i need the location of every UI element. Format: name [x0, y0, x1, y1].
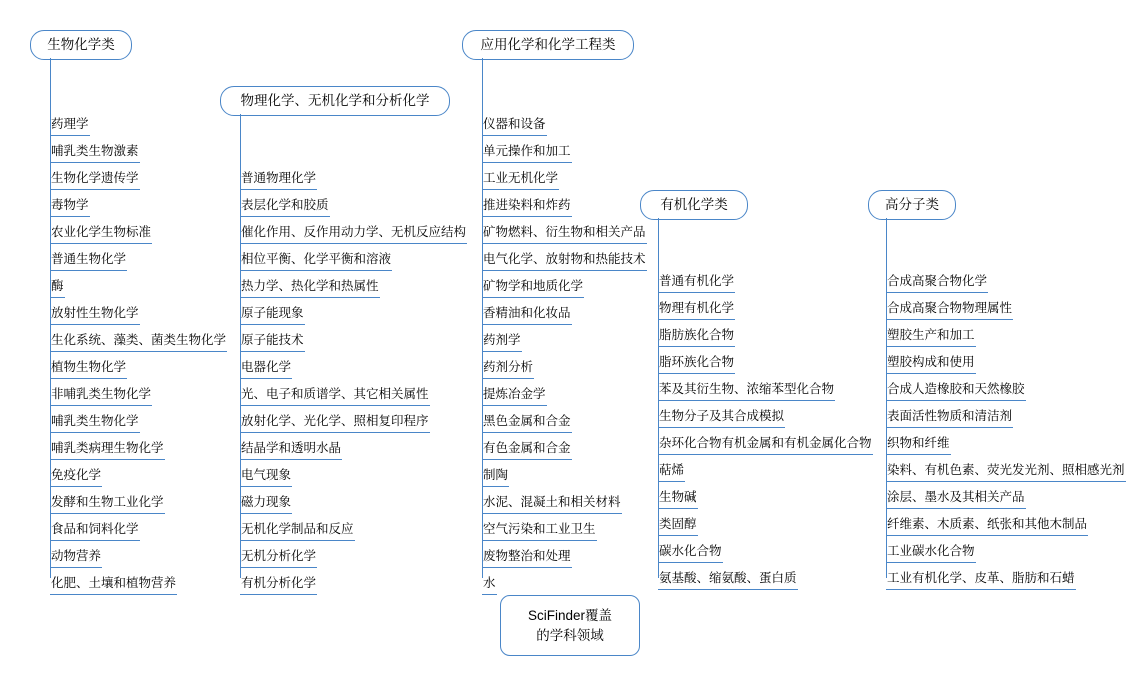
list-item[interactable]: 磁力现象	[240, 496, 467, 523]
category-title-polymer[interactable]: 高分子类	[868, 190, 956, 220]
list-item[interactable]: 工业无机化学	[482, 172, 647, 199]
list-item[interactable]: 染料、有机色素、荧光发光剂、照相感光剂	[886, 464, 1126, 491]
list-item[interactable]: 物理有机化学	[658, 302, 873, 329]
list-item[interactable]: 仪器和设备	[482, 118, 647, 145]
center-node-line1: SciFinder覆盖	[527, 608, 613, 623]
list-item[interactable]: 药理学	[50, 118, 227, 145]
list-item[interactable]: 非哺乳类生物化学	[50, 388, 227, 415]
item-list-polymer	[886, 275, 1126, 599]
category-title-applied-chemistry[interactable]: 应用化学和化学工程类	[462, 30, 634, 60]
list-item[interactable]: 放射性生物化学	[50, 307, 227, 334]
list-item[interactable]: 脂肪族化合物	[658, 329, 873, 356]
list-item[interactable]: 无机化学制品和反应	[240, 523, 467, 550]
category-title-physical-inorganic-analytical[interactable]: 物理化学、无机化学和分析化学	[220, 86, 450, 116]
list-item[interactable]: 生物化学遗传学	[50, 172, 227, 199]
list-item[interactable]: 发酵和生物工业化学	[50, 496, 227, 523]
list-item[interactable]: 黑色金属和合金	[482, 415, 647, 442]
list-item[interactable]: 制陶	[482, 469, 647, 496]
center-node-scifinder[interactable]	[500, 595, 640, 656]
list-item[interactable]: 单元操作和加工	[482, 145, 647, 172]
list-item[interactable]: 提炼冶金学	[482, 388, 647, 415]
list-item[interactable]: 水	[482, 577, 647, 604]
list-item[interactable]: 工业有机化学、皮革、脂肪和石蜡	[886, 572, 1126, 599]
list-item[interactable]: 矿物燃料、衍生物和相关产品	[482, 226, 647, 253]
list-item[interactable]: 酶	[50, 280, 227, 307]
list-item[interactable]: 水泥、混凝土和相关材料	[482, 496, 647, 523]
list-item[interactable]: 脂环族化合物	[658, 356, 873, 383]
category-title-organic-chemistry[interactable]: 有机化学类	[640, 190, 748, 220]
list-item[interactable]: 织物和纤维	[886, 437, 1126, 464]
list-item[interactable]: 表层化学和胶质	[240, 199, 467, 226]
list-item[interactable]: 哺乳类生物激素	[50, 145, 227, 172]
list-item[interactable]: 有色金属和合金	[482, 442, 647, 469]
list-item[interactable]: 生物碱	[658, 491, 873, 518]
item-list-organic-chemistry	[658, 275, 873, 599]
list-item[interactable]: 原子能现象	[240, 307, 467, 334]
list-item[interactable]: 工业碳水化合物	[886, 545, 1126, 572]
list-item[interactable]: 植物生物化学	[50, 361, 227, 388]
list-item[interactable]: 生化系统、藻类、菌类生物化学	[50, 334, 227, 361]
list-item[interactable]: 无机分析化学	[240, 550, 467, 577]
list-item[interactable]: 动物营养	[50, 550, 227, 577]
list-item[interactable]: 氨基酸、缩氨酸、蛋白质	[658, 572, 873, 599]
list-item[interactable]: 化肥、土壤和植物营养	[50, 577, 227, 604]
item-list-physical-inorganic-analytical	[240, 172, 467, 604]
list-item[interactable]: 香精油和化妆品	[482, 307, 647, 334]
list-item[interactable]: 合成高聚合物物理属性	[886, 302, 1126, 329]
list-item[interactable]: 塑胶生产和加工	[886, 329, 1126, 356]
list-item[interactable]: 苯及其衍生物、浓缩苯型化合物	[658, 383, 873, 410]
list-item[interactable]: 放射化学、光化学、照相复印程序	[240, 415, 467, 442]
list-item[interactable]: 生物分子及其合成模拟	[658, 410, 873, 437]
list-item[interactable]: 食品和饲料化学	[50, 523, 227, 550]
list-item[interactable]: 哺乳类生物化学	[50, 415, 227, 442]
list-item[interactable]: 萜烯	[658, 464, 873, 491]
list-item[interactable]: 药剂分析	[482, 361, 647, 388]
list-item[interactable]: 相位平衡、化学平衡和溶液	[240, 253, 467, 280]
list-item[interactable]: 光、电子和质谱学、其它相关属性	[240, 388, 467, 415]
list-item[interactable]: 涂层、墨水及其相关产品	[886, 491, 1126, 518]
list-item[interactable]: 哺乳类病理生物化学	[50, 442, 227, 469]
list-item[interactable]: 普通有机化学	[658, 275, 873, 302]
item-list-applied-chemistry	[482, 118, 647, 604]
list-item[interactable]: 免疫化学	[50, 469, 227, 496]
list-item[interactable]: 普通生物化学	[50, 253, 227, 280]
list-item[interactable]: 有机分析化学	[240, 577, 467, 604]
list-item[interactable]: 废物整治和处理	[482, 550, 647, 577]
list-item[interactable]: 普通物理化学	[240, 172, 467, 199]
center-node-line2: 的学科领域	[536, 627, 604, 643]
list-item[interactable]: 表面活性物质和清洁剂	[886, 410, 1126, 437]
list-item[interactable]: 碳水化合物	[658, 545, 873, 572]
list-item[interactable]: 合成人造橡胶和天然橡胶	[886, 383, 1126, 410]
list-item[interactable]: 毒物学	[50, 199, 227, 226]
list-item[interactable]: 杂环化合物有机金属和有机金属化合物	[658, 437, 873, 464]
list-item[interactable]: 结晶学和透明水晶	[240, 442, 467, 469]
list-item[interactable]: 农业化学生物标准	[50, 226, 227, 253]
list-item[interactable]: 催化作用、反作用动力学、无机反应结构	[240, 226, 467, 253]
list-item[interactable]: 类固醇	[658, 518, 873, 545]
list-item[interactable]: 推进染料和炸药	[482, 199, 647, 226]
list-item[interactable]: 药剂学	[482, 334, 647, 361]
list-item[interactable]: 电器化学	[240, 361, 467, 388]
list-item[interactable]: 合成高聚合物化学	[886, 275, 1126, 302]
list-item[interactable]: 纤维素、木质素、纸张和其他木制品	[886, 518, 1126, 545]
list-item[interactable]: 原子能技术	[240, 334, 467, 361]
list-item[interactable]: 电气化学、放射物和热能技术	[482, 253, 647, 280]
category-title-biochemistry[interactable]: 生物化学类	[30, 30, 132, 60]
list-item[interactable]: 热力学、热化学和热属性	[240, 280, 467, 307]
item-list-biochemistry	[50, 118, 227, 604]
list-item[interactable]: 空气污染和工业卫生	[482, 523, 647, 550]
list-item[interactable]: 塑胶构成和使用	[886, 356, 1126, 383]
list-item[interactable]: 矿物学和地质化学	[482, 280, 647, 307]
list-item[interactable]: 电气现象	[240, 469, 467, 496]
